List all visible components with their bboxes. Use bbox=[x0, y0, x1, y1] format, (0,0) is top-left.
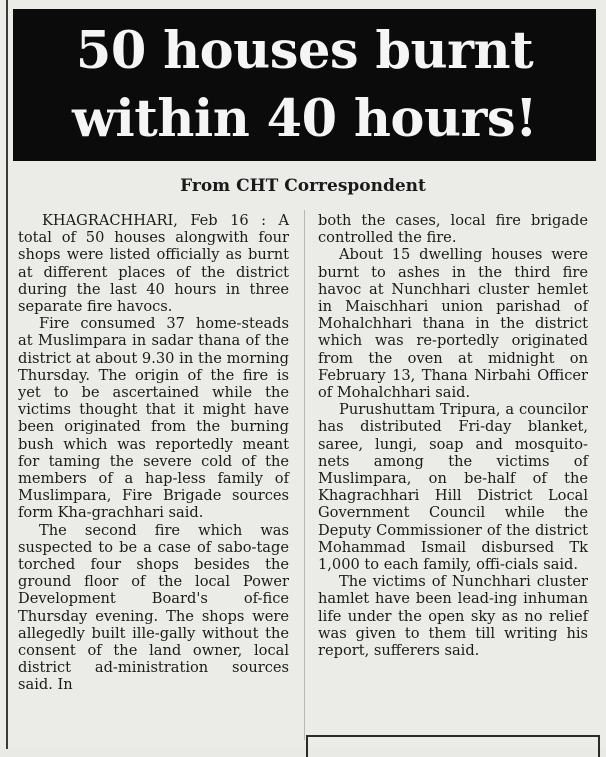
paragraph: About 15 dwelling houses were burnt to ashes in the third fire havoc at Nunchhari cluster hemlet in Maischhari union parishad of Mohalchhari thana in the district which was re-portedly originated from the oven at midnight on February 13, Thana Nirbahi Officer of Mohalchhari said. bbox=[318, 246, 588, 402]
paragraph: Purushuttam Tripura, a councilor has distributed Fri-day blanket, saree, lungi, soap and mosquito-nets among the victims of Muslimpara, on be-half of the Khagrachhari Hill District Local Government Council while the Deputy Commissioner of the district Mohammad Ismail disbursed Tk 1,000 to each family, offi-cials said. bbox=[318, 401, 588, 574]
paragraph: KHAGRACHHARI, Feb 16 : A total of 50 houses alongwith four shops were listed officially as burnt at different places of the district during the last 40 hours in three separate fire havocs. bbox=[18, 212, 289, 316]
article-column-left bbox=[18, 212, 289, 694]
next-article-frame bbox=[306, 735, 600, 757]
clipping-edge bbox=[6, 0, 8, 749]
paragraph: Fire consumed 37 home-steads at Muslimpara in sadar thana of the district at about 9.30 in the morning Thursday. The origin of the fire is yet to be ascertained while the victims thought that it might have been originated from the burning bush which was reportedly meant for taming the severe cold of the members of a hap-less family of Muslimpara, Fire Brigade sources form Kha-grachhari said. bbox=[18, 315, 289, 522]
paragraph: The second fire which was suspected to be a case of sabo-tage torched four shops besides the ground floor of the local Power Development Board's of-fice Thursday evening. The shops were allegedly built ille-gally without the consent of the land owner, local district ad-ministration sources said. In bbox=[18, 521, 289, 694]
column-divider bbox=[304, 210, 305, 740]
paragraph: The victims of Nunchhari cluster hamlet have been lead-ing inhuman life under the open sky as no relief was given to them till writing his report, sufferers said. bbox=[318, 573, 588, 660]
headline-line-2: within 40 hours! bbox=[72, 89, 537, 149]
article-column-right bbox=[318, 212, 588, 659]
headline-line-1: 50 houses burnt bbox=[75, 21, 534, 81]
headline bbox=[13, 17, 596, 153]
paragraph: both the cases, local fire brigade controlled the fire. bbox=[318, 212, 588, 247]
byline: From CHT Correspondent bbox=[180, 176, 426, 196]
headline-banner bbox=[13, 9, 596, 161]
